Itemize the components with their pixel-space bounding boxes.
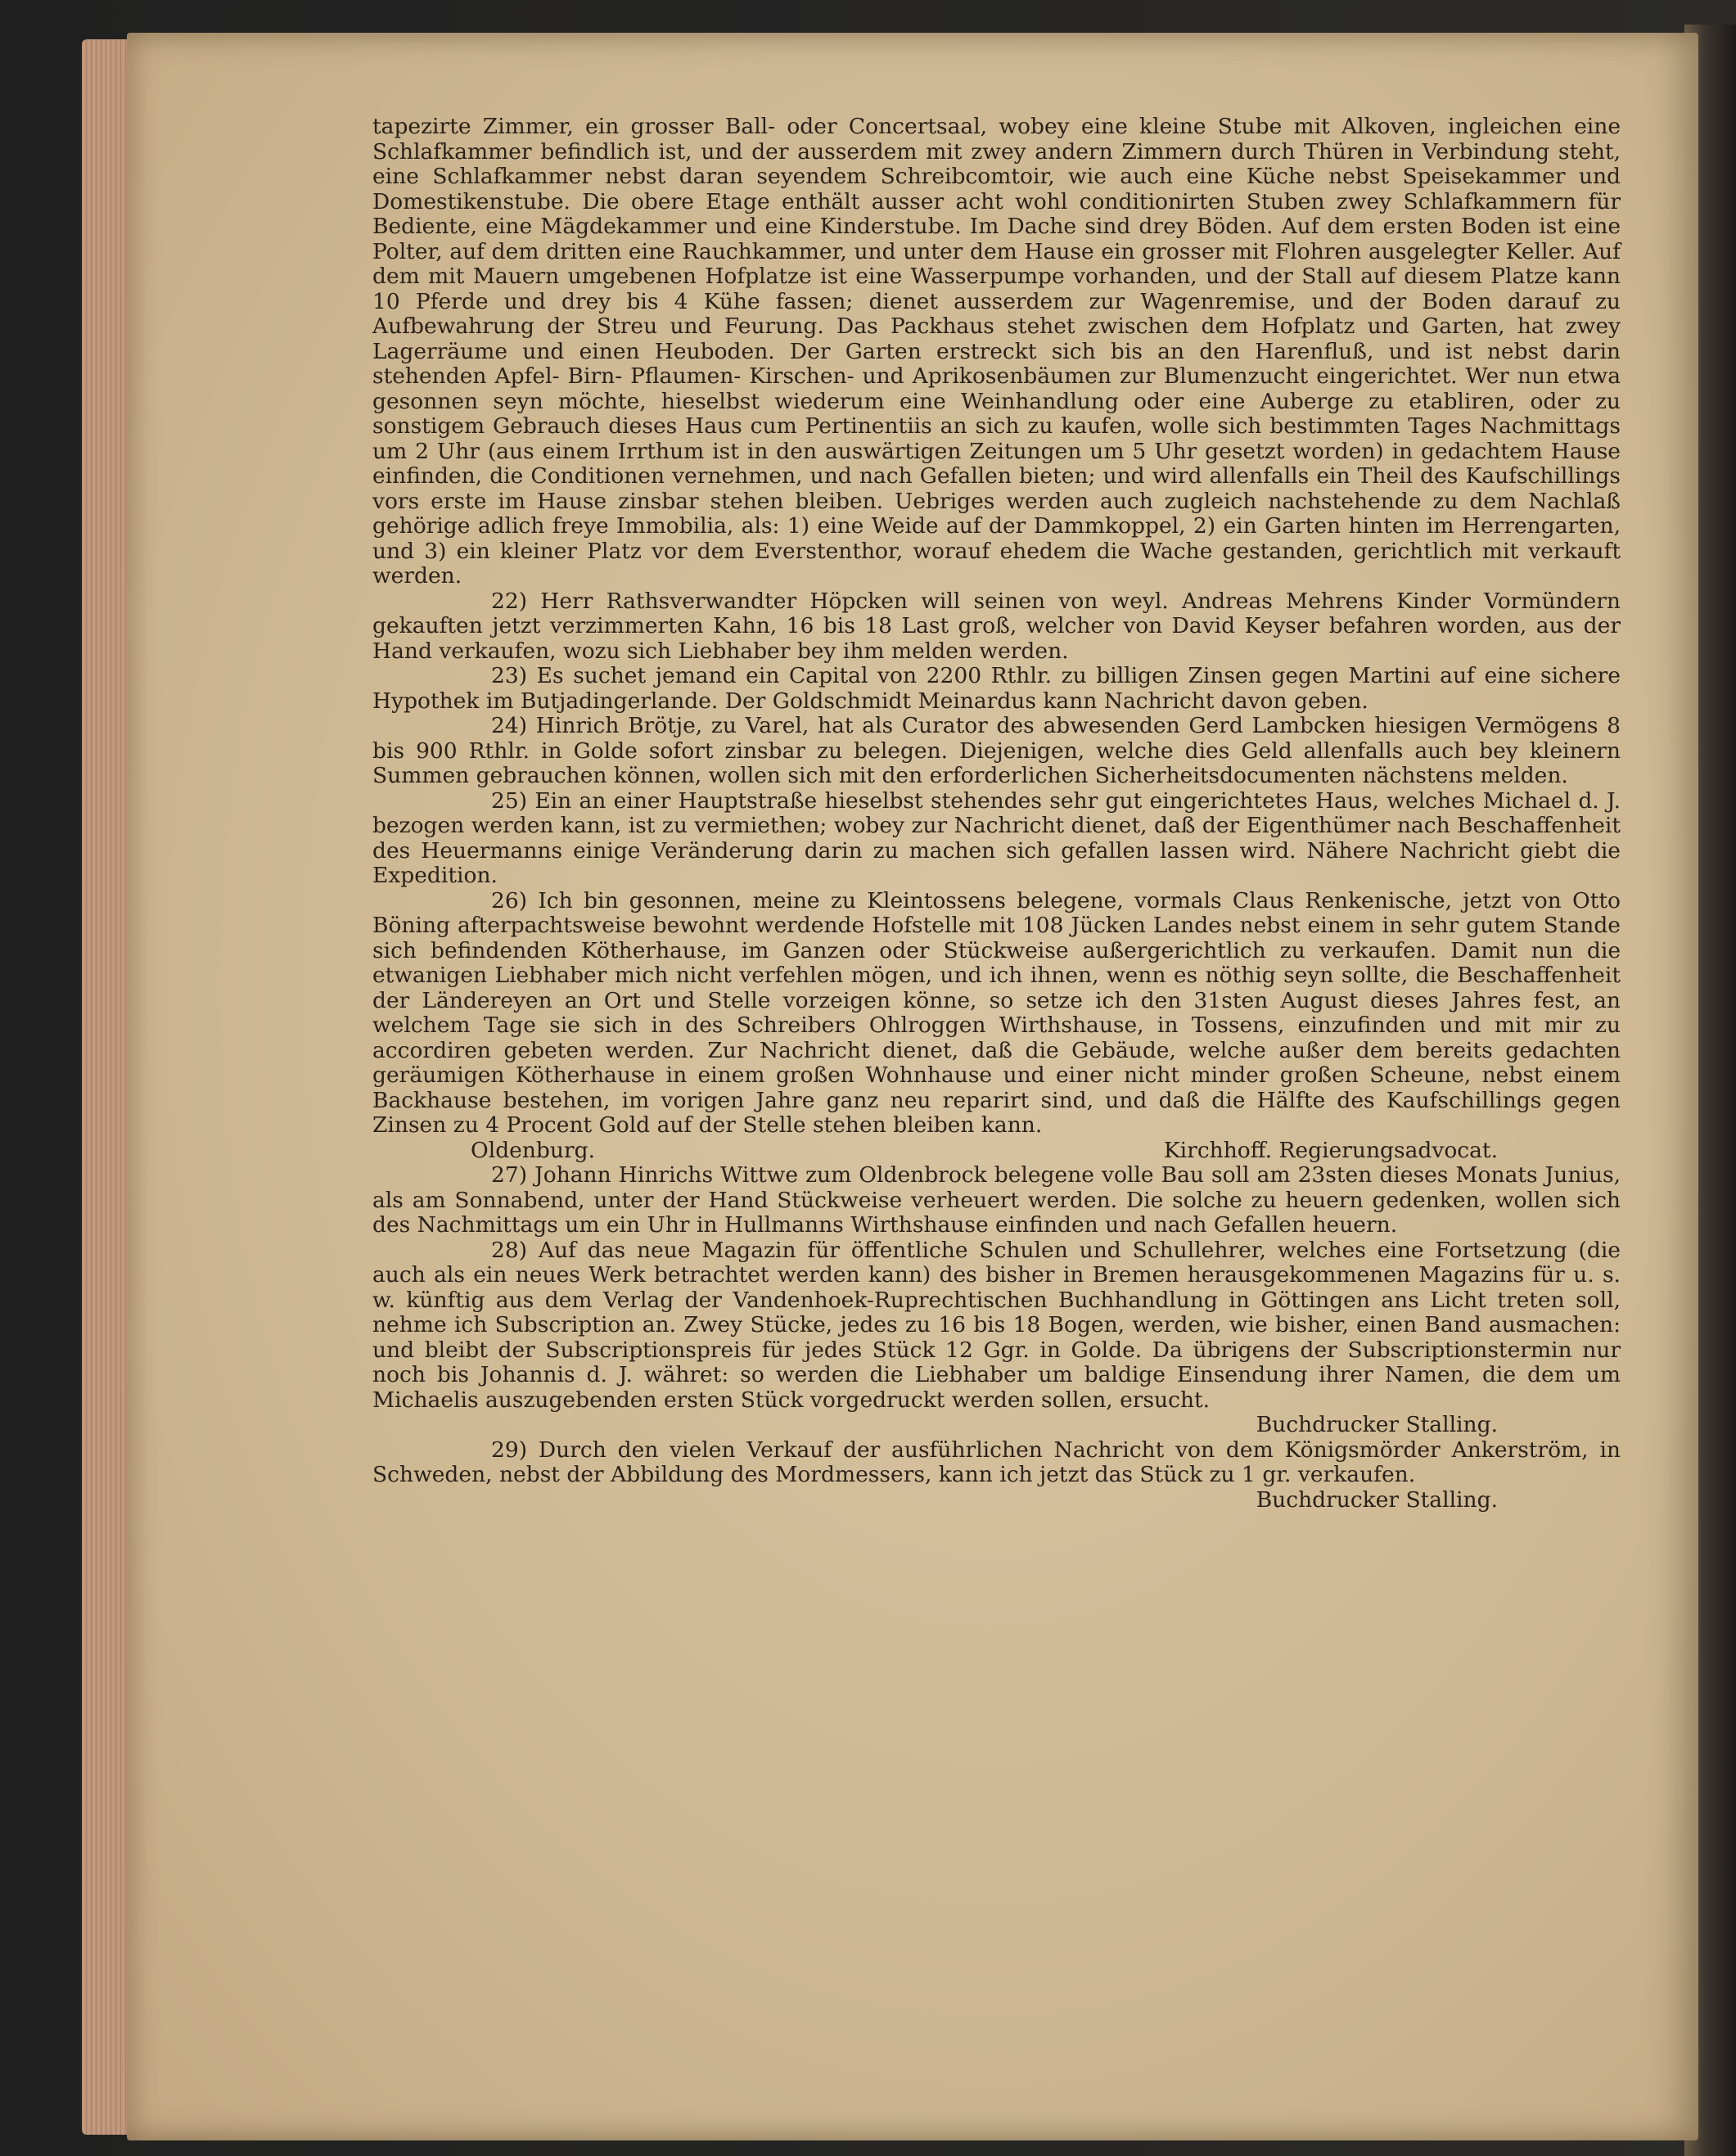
page-text: [372, 115, 1621, 1513]
entry-23: 23) Es suchet jemand ein Capital von 2200 Rthlr. zu billigen Zinsen gegen Martini auf eine sichere Hypothek im Butjadingerlande. Der Goldschmidt Meinardus kann Nachricht davon geben.: [372, 663, 1621, 714]
entry-29: 29) Durch den vielen Verkauf der ausführlichen Nachricht von dem Königsmörder Ankerström, in Schweden, nebst der Abbildung des Mordmessers, kann ich jetzt das Stück zu 1 gr. verkaufen.: [372, 1437, 1621, 1487]
paragraph-continuation: tapezirte Zimmer, ein grosser Ball- oder Concertsaal, wobey eine kleine Stube mit Alkoven, ingleichen eine Schlafkammer befindlich ist, und der ausserdem mit zwey andern Zimmern durch Thüren in Verbindung steht, eine Schlafkammer nebst daran seyendem Schreibcomtoir, wie auch eine Küche nebst Speisekammer und Domestikenstube. Die obere Etage enthält ausser acht wohl conditionirten Stuben zwey Schlafkammern für Bediente, eine Mägdekammer und eine Kinderstube. Im Dache sind drey Böden. Auf dem ersten Boden ist eine Polter, auf dem dritten eine Rauchkammer, und unter dem Hause ein grosser mit Flohren ausgelegter Keller. Auf dem mit Mauern umgebenen Hofplatze ist eine Wasserpumpe vorhanden, und der Stall auf diesem Platze kann 10 Pferde und drey bis 4 Kühe fassen; dienet ausserdem zur Wagenremise, und der Boden darauf zu Aufbewahrung der Streu und Feurung. Das Packhaus stehet zwischen dem Hofplatz und Garten, hat zwey Lagerräume und einen Heuboden. Der Garten erstreckt sich bis an den Harenfluß, und ist nebst darin stehenden Apfel- Birn- Pflaumen- Kirschen- und Aprikosenbäumen zur Blumenzucht eingerichtet. Wer nun etwa gesonnen seyn möchte, hieselbst wiederum eine Weinhandlung oder eine Auberge zu etabliren, oder zu sonstigem Gebrauch dieses Haus cum Pertinentiis an sich zu kaufen, wolle sich bestimmten Tages Nachmittags um 2 Uhr (aus einem Irrthum ist in den auswärtigen Zeitungen um 5 Uhr gesetzt worden) in gedachtem Hause einfinden, die Conditionen vernehmen, und nach Gefallen bieten; und wird allenfalls ein Theil des Kaufschillings vors erste im Hause zinsbar stehen bleiben. Uebriges werden auch zugleich nachstehende zu dem Nachlaß gehörige adlich freye Immobilia, als: 1) eine Weide auf der Dammkoppel, 2) ein Garten hinten im Herrengarten, und 3) ein kleiner Platz vor dem Everstenthor, worauf ehedem die Wache gestanden, gerichtlich mit verkauft werden.: [372, 114, 1621, 589]
entry-27: 27) Johann Hinrichs Wittwe zum Oldenbrock belegene volle Bau soll am 23sten dieses Monats Junius, als am Sonnabend, unter der Hand Stückweise verheuert werden. Die solche zu heuern gedenken, wollen sich des Nachmittags um ein Uhr in Hullmanns Wirthshause einfinden und nach Gefallen heuern.: [372, 1162, 1621, 1238]
entry-22: 22) Herr Rathsverwandter Höpcken will seinen von weyl. Andreas Mehrens Kinder Vormündern gekauften jetzt verzimmerten Kahn, 16 bis 18 Last groß, welcher von David Keyser befahren worden, aus der Hand verkaufen, wozu sich Liebhaber bey ihm melden werden.: [372, 588, 1621, 664]
signature-row-26: [372, 1139, 1621, 1164]
signature-28: Buchdrucker Stalling.: [1256, 1412, 1498, 1437]
signature-place: Oldenburg.: [471, 1137, 595, 1163]
entry-26: 26) Ich bin gesonnen, meine zu Kleintossens belegene, vormals Claus Renkenische, jetzt von Otto Böning afterpachtsweise bewohnt werdende Hofstelle mit 108 Jücken Landes nebst einem in sehr gutem Stande sich befindenden Kötherhause, im Ganzen oder Stückweise außergerichtlich zu verkaufen. Damit nun die etwanigen Liebhaber mich nicht verfehlen mögen, und ich ihnen, wenn es nöthig seyn sollte, die Beschaffenheit der Ländereyen an Ort und Stelle vorzeigen könne, so setze ich den 31sten August dieses Jahres fest, an welchem Tage sie sich in des Schreibers Ohlroggen Wirthshause, in Tossens, einzufinden und mit mir zu accordiren gebeten werden. Zur Nachricht dienet, daß die Gebäude, welche außer dem bereits gedachten geräumigen Kötherhause in einem großen Wohnhause und einer nicht minder großen Scheune, nebst einem Backhause bestehen, im vorigen Jahre ganz neu reparirt sind, und daß die Hälfte des Kaufschillings gegen Zinsen zu 4 Procent Gold auf der Stelle stehen bleiben kann.: [372, 887, 1621, 1138]
entry-24: 24) Hinrich Brötje, zu Varel, hat als Curator des abwesenden Gerd Lambcken hiesigen Vermögens 8 bis 900 Rthlr. in Golde sofort zinsbar zu belegen. Diejenigen, welche dies Geld allenfalls auch bey kleinern Summen gebrauchen können, wollen sich mit den erforderlichen Sicherheitsdocumenten nächstens melden.: [372, 713, 1621, 788]
entry-28: 28) Auf das neue Magazin für öffentliche Schulen und Schullehrer, welches eine Fortsetzung (die auch als ein neues Werk betrachtet werden kann) des bisher in Bremen herausgekommenen Magazins für u. s. w. künftig aus dem Verlag der Vandenhoek-Ruprechtischen Buchhandlung in Göttingen ans Licht treten soll, nehme ich Subscription an. Zwey Stücke, jedes zu 16 bis 18 Bogen, werden, wie bisher, einen Band ausmachen: und bleibt der Subscriptionspreis für jedes Stück 12 Ggr. in Golde. Da übrigens der Subscriptionstermin nur noch bis Johannis d. J. währet: so werden die Liebhaber um baldige Einsendung ihrer Namen, die dem um Michaelis auszugebenden ersten Stück vorgedruckt werden sollen, ersucht.: [372, 1237, 1621, 1413]
signature-29: Buchdrucker Stalling.: [1256, 1486, 1498, 1513]
signature-name: Kirchhoff. Regierungsadvocat.: [1163, 1137, 1498, 1163]
entry-25: 25) Ein an einer Hauptstraße hieselbst stehendes sehr gut eingerichtetes Haus, welches Michael d. J. bezogen werden kann, ist zu vermiethen; wobey zur Nachricht dienet, daß der Eigenthümer nach Beschaffenheit des Heuermanns einige Veränderung darin zu machen sich gefallen lassen wird. Nähere Nachricht giebt die Expedition.: [372, 787, 1621, 888]
